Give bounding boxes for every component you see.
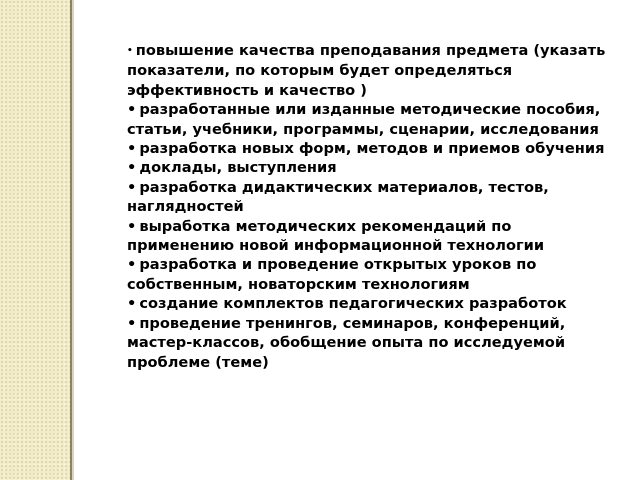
list-item [127, 255, 607, 294]
list-item [127, 139, 607, 158]
list-item-text: создание комплектов педагогических разработок [139, 295, 567, 313]
bullet-icon: • [127, 159, 137, 177]
list-item [127, 294, 607, 313]
list-item [127, 178, 607, 217]
bullet-icon: • [127, 46, 133, 56]
list-item-text: выработка методических рекомендаций по применению новой информационной технологии [127, 217, 545, 255]
bullet-icon: • [127, 217, 137, 235]
decorative-side-panel [0, 0, 70, 480]
list-item-text: повышение качества преподавания предмета (указать показатели, по которым будет определяться эффективность и качество ) [127, 42, 606, 99]
bullet-icon: • [127, 256, 137, 274]
bullet-icon: • [127, 314, 137, 332]
list-item-text: разработка новых форм, методов и приемов обучения [139, 140, 605, 158]
list-item-text: разработка и проведение открытых уроков по собственным, новаторским технологиям [127, 256, 537, 293]
bullet-list [127, 41, 607, 372]
list-item [127, 100, 607, 139]
list-item [127, 41, 607, 100]
bullet-icon: • [127, 140, 137, 158]
list-item [127, 217, 607, 256]
list-item [127, 158, 607, 177]
list-item-text: доклады, выступления [139, 159, 337, 177]
list-item-text: проведение тренингов, семинаров, конференций, мастер-классов, обобщение опыта по исследуемой проблеме (теме) [127, 314, 566, 371]
bullet-icon: • [127, 101, 137, 119]
list-item [127, 314, 607, 372]
bullet-icon: • [127, 295, 137, 313]
bullet-icon: • [127, 178, 137, 196]
list-item-text: разработка дидактических материалов, тестов, наглядностей [127, 178, 549, 216]
list-item-text: разработанные или изданные методические пособия, статьи, учебники, программы, сценарии, исследования [127, 101, 601, 138]
side-panel-divider-highlight [72, 0, 74, 480]
